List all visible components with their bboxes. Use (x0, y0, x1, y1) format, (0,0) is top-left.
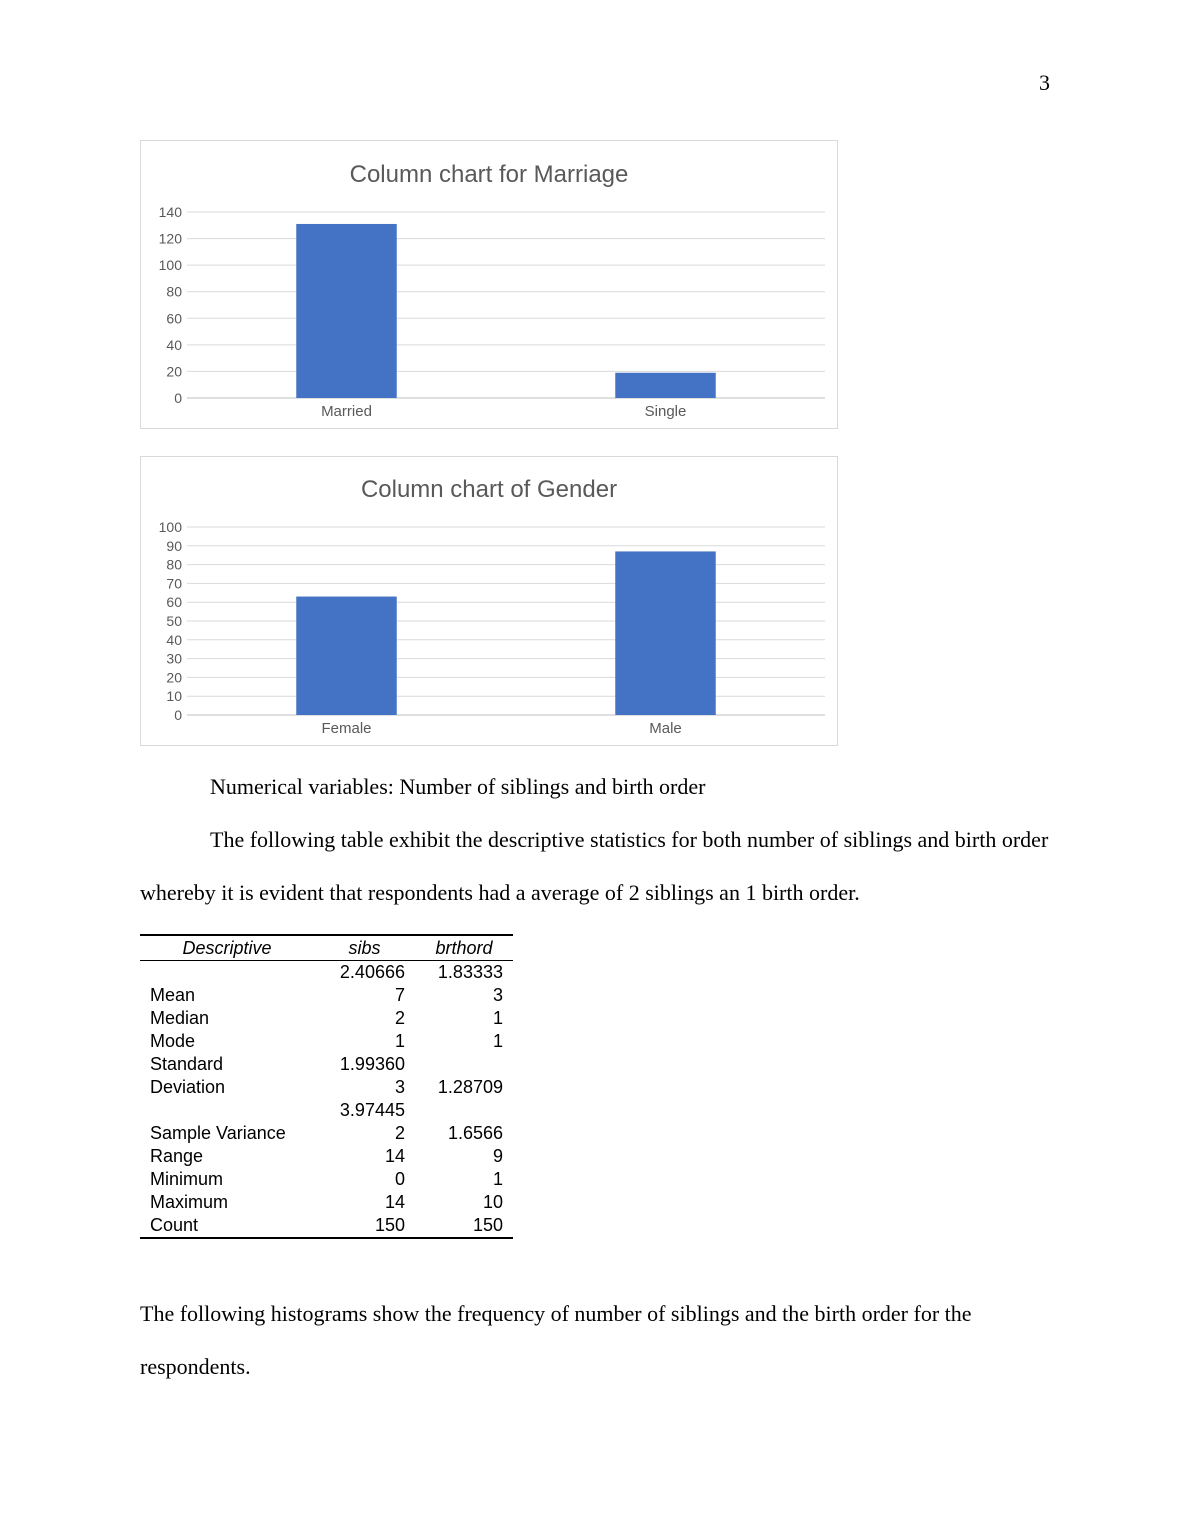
sibs-value: 0 (394, 1169, 405, 1189)
histogram-intro-paragraph: The following histograms show the frequency of number of siblings and the birth order for the respondents. (140, 1301, 972, 1379)
sibs-value: 3.97445 (339, 1100, 405, 1120)
table-row (140, 961, 513, 985)
y-tick-label: 20 (166, 669, 182, 686)
row-label: Median (150, 1008, 210, 1028)
table-row (140, 1214, 513, 1238)
header-descriptive: Descriptive (140, 935, 314, 961)
y-tick-label: 40 (166, 336, 182, 353)
brthord-value: 1 (492, 1031, 503, 1051)
table-row (140, 1007, 513, 1030)
sibs-value: 150 (314, 1214, 415, 1238)
brthord-value: 10 (482, 1192, 503, 1212)
y-tick-label: 60 (166, 594, 182, 611)
brthord-value: 1.28709 (437, 1077, 503, 1097)
y-tick-label: 140 (158, 204, 182, 220)
header-sibs: sibs (314, 935, 415, 961)
row-label: Standard (150, 1054, 224, 1074)
brthord-value: 1.83333 (437, 962, 503, 982)
marriage-chart-svg (141, 141, 837, 428)
header-brthord: brthord (415, 935, 513, 961)
x-category-label: Male (649, 720, 682, 737)
brthord-value: 3 (492, 985, 503, 1005)
descriptive-stats-table (140, 934, 513, 1239)
table-row (140, 1145, 513, 1168)
table-row (140, 1122, 513, 1145)
row-label: Maximum (150, 1192, 229, 1212)
numerical-variables-heading: Numerical variables: Number of siblings and birth order (210, 774, 706, 799)
y-tick-label: 80 (166, 283, 182, 300)
y-tick-label: 10 (166, 688, 182, 705)
brthord-value: 150 (415, 1214, 513, 1238)
chart-title: Column chart for Marriage (349, 161, 629, 188)
bar-female (296, 597, 396, 715)
brthord-value (415, 1099, 513, 1122)
row-label: Sample Variance (150, 1123, 286, 1143)
sibs-value: 2 (394, 1123, 405, 1143)
descriptive-stats-paragraph: The following table exhibit the descriptive statistics for both number of siblings and birth order whereby it is evident that respondents had a average of 2 siblings an 1 birth order. (140, 827, 1049, 905)
row-label: Mode (150, 1031, 196, 1051)
gender-chart-svg (141, 457, 837, 745)
sibs-value: 14 (384, 1146, 405, 1166)
row-label: Count (140, 1214, 314, 1238)
table-row (140, 1030, 513, 1053)
brthord-value: 1.6566 (447, 1123, 503, 1143)
x-category-label: Female (321, 720, 372, 737)
table-header-row (140, 935, 513, 961)
table-row (140, 1076, 513, 1099)
table-row (140, 1168, 513, 1191)
y-tick-label: 20 (166, 363, 182, 380)
sibs-value: 1.99360 (339, 1054, 405, 1074)
y-tick-label: 70 (166, 575, 182, 592)
y-tick-label: 30 (166, 650, 182, 667)
sibs-value: 2 (394, 1008, 405, 1028)
y-tick-label: 100 (158, 519, 182, 535)
table-row (140, 1191, 513, 1214)
sibs-value: 3 (394, 1077, 405, 1097)
sibs-value: 14 (384, 1192, 405, 1212)
x-category-label: Married (321, 403, 372, 420)
y-tick-label: 0 (174, 707, 182, 723)
x-category-label: Single (644, 403, 687, 420)
y-tick-label: 80 (166, 556, 182, 573)
bar-married (296, 224, 396, 398)
y-tick-label: 100 (158, 257, 182, 274)
y-tick-label: 40 (166, 631, 182, 648)
row-label: Deviation (150, 1077, 226, 1097)
sibs-value: 7 (394, 985, 405, 1005)
marriage-column-chart (140, 140, 838, 429)
brthord-value: 1 (492, 1008, 503, 1028)
row-label (140, 961, 314, 985)
y-tick-label: 50 (166, 613, 182, 629)
y-tick-label: 60 (166, 310, 182, 327)
gender-column-chart (140, 456, 838, 746)
table-row (140, 1099, 513, 1122)
row-label: Mean (150, 985, 196, 1005)
brthord-value: 9 (492, 1146, 503, 1166)
brthord-value: 1 (492, 1169, 503, 1189)
bar-male (615, 551, 715, 715)
page-number: 3 (1039, 70, 1050, 95)
row-label (140, 1099, 314, 1122)
sibs-value: 2.40666 (339, 962, 405, 982)
y-tick-label: 0 (174, 390, 182, 406)
y-tick-label: 90 (166, 537, 182, 554)
bar-single (615, 373, 715, 398)
chart-title: Column chart of Gender (360, 476, 618, 503)
brthord-value (415, 1053, 513, 1076)
row-label: Minimum (150, 1169, 224, 1189)
table-row (140, 1053, 513, 1076)
y-tick-label: 120 (158, 230, 182, 247)
table-row (140, 984, 513, 1007)
sibs-value: 1 (394, 1031, 405, 1051)
row-label: Range (150, 1146, 204, 1166)
